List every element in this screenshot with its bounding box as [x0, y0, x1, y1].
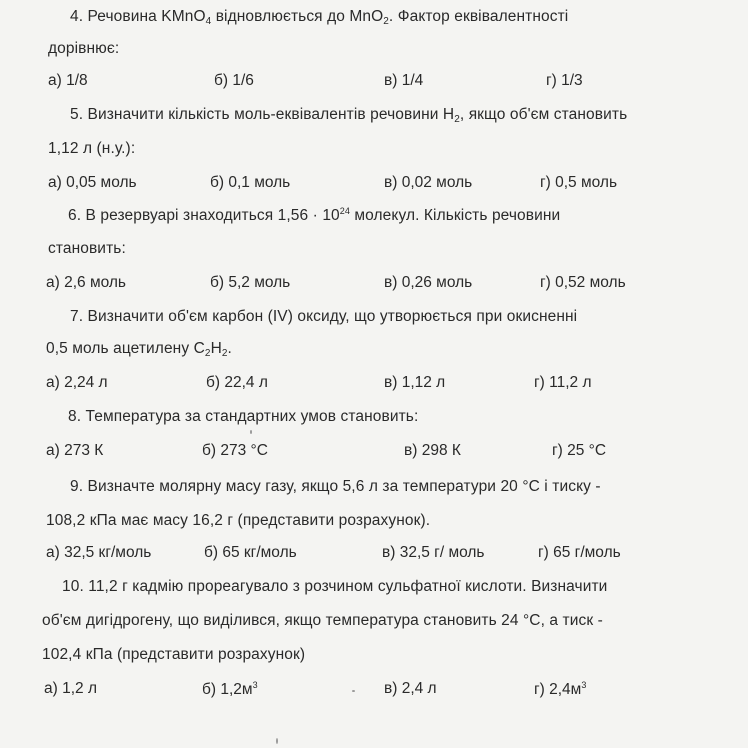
- question-5-option-b: б) 0,1 моль: [210, 174, 291, 191]
- question-8-option-c: в) 298 К: [404, 442, 461, 459]
- question-10-option-b: б) $1,2м^3$: [202, 680, 258, 698]
- question-5-option-a: а) 0,05 моль: [48, 174, 137, 191]
- question-7-stem-line1: 7. Визначити об'єм карбон (IV) оксиду, що утворюється при окисненні: [70, 308, 578, 325]
- question-7-option-c: в) 1,12 л: [384, 374, 446, 391]
- question-6-stem-line2: становить:: [48, 240, 126, 257]
- question-5-stem-line1: 5. Визначити кількість моль-еквівалентів речовини $H_2$, якщо об'єм становить: [70, 106, 628, 125]
- scan-speck: [250, 430, 252, 434]
- question-5-option-d: г) 0,5 моль: [540, 174, 618, 191]
- question-7-stem-line2: 0,5 моль ацетилену $C_2H_2$.: [46, 340, 232, 359]
- question-10-stem-line2: об'єм дигідрогену, що виділився, якщо температура становить 24 °С, а тиск -: [42, 612, 603, 629]
- question-5-stem-line2: 1,12 л (н.у.):: [48, 140, 136, 157]
- question-6-option-c: в) 0,26 моль: [384, 274, 473, 291]
- scan-speck: [276, 738, 278, 744]
- question-7-option-b: б) 22,4 л: [206, 374, 268, 391]
- question-9-stem-line2: 108,2 кПа має масу 16,2 г (представити розрахунок).: [46, 512, 431, 529]
- question-8-option-d: г) 25 °С: [552, 442, 607, 459]
- question-4-stem-line1: 4. Речовина KMnO$_4$ відновлюється до MnO$_2$. Фактор еквівалентності: [70, 8, 569, 27]
- question-8-option-b: б) 273 °С: [202, 442, 268, 459]
- question-4-option-b: б) 1/6: [214, 72, 254, 89]
- question-10-option-c: в) 2,4 л: [384, 680, 437, 697]
- question-9-option-c: в) 32,5 г/ моль: [382, 544, 485, 561]
- question-4-option-a: а) 1/8: [48, 72, 88, 89]
- question-5-option-c: в) 0,02 моль: [384, 174, 473, 191]
- question-4-stem-line2: дорівнює:: [48, 40, 120, 57]
- question-7-option-d: г) 11,2 л: [534, 374, 592, 391]
- question-9-option-a: а) 32,5 кг/моль: [46, 544, 152, 561]
- question-7-option-a: а) 2,24 л: [46, 374, 108, 391]
- question-10-option-d: г) $2,4м^3$: [534, 680, 587, 698]
- question-9-option-b: б) 65 кг/моль: [204, 544, 297, 561]
- question-10-stem-line3: 102,4 кПа (представити розрахунок): [42, 646, 306, 663]
- scan-speck: [352, 690, 355, 692]
- question-8-option-a: а) 273 К: [46, 442, 104, 459]
- question-8-stem: 8. Температура за стандартних умов становить:: [68, 408, 419, 425]
- question-6-option-a: а) 2,6 моль: [46, 274, 126, 291]
- question-10-option-a: а) 1,2 л: [44, 680, 97, 697]
- question-6-option-b: б) 5,2 моль: [210, 274, 291, 291]
- question-6-stem-line1: 6. В резервуарі знаходиться $1,56 \cdot 10^{24}$ молекул. Кількість речовини: [68, 206, 561, 224]
- question-9-option-d: г) 65 г/моль: [538, 544, 621, 561]
- question-6-option-d: г) 0,52 моль: [540, 274, 626, 291]
- question-4-option-d: г) 1/3: [546, 72, 583, 89]
- question-4-option-c: в) 1/4: [384, 72, 424, 89]
- question-9-stem-line1: 9. Визначте молярну масу газу, якщо 5,6 л за температури 20 °С і тиску -: [70, 478, 601, 495]
- question-10-stem-line1: 10. 11,2 г кадмію прореагувало з розчином сульфатної кислоти. Визначити: [62, 578, 608, 595]
